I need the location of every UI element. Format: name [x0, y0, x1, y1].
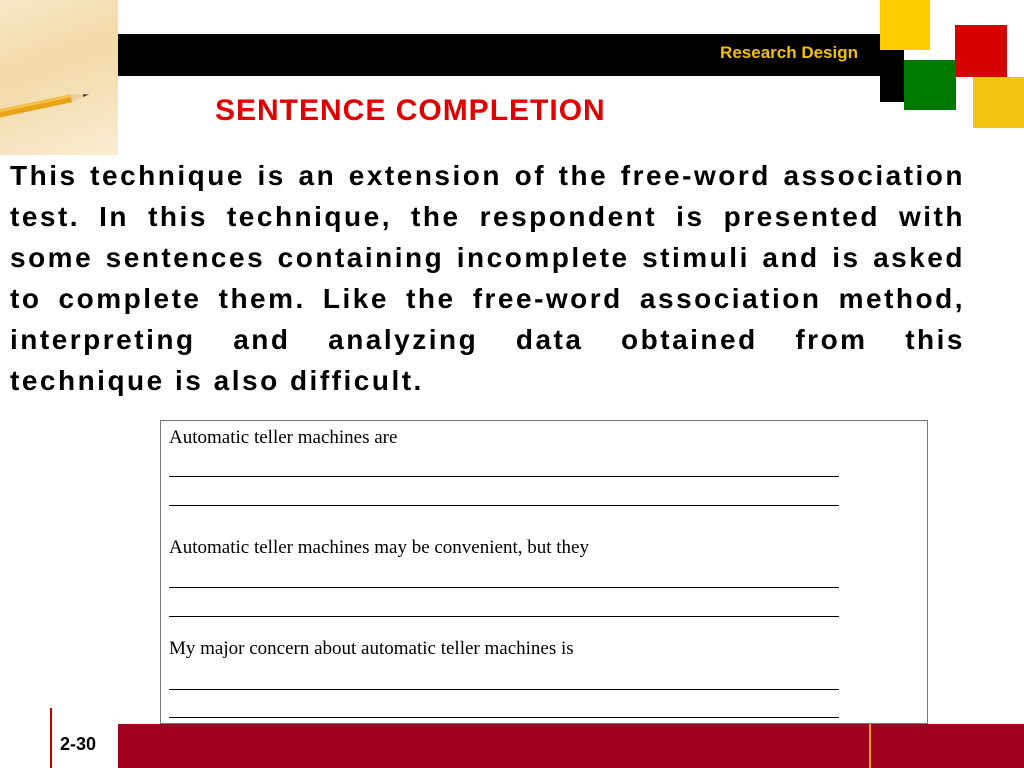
pencil-icon	[0, 86, 95, 122]
footer-left-rule	[50, 708, 52, 768]
sentence-completion-example-box	[160, 420, 928, 724]
example-prompt-1: Automatic teller machines are	[169, 427, 398, 448]
yellow-square-bottom	[973, 77, 1024, 128]
slide-title: SENTENCE COMPLETION	[215, 94, 606, 127]
section-label: Research Design	[720, 43, 858, 62]
footer-bar	[118, 724, 1024, 768]
example-prompt-2: Automatic teller machines may be convenient, but they	[169, 537, 589, 558]
footer-divider	[869, 724, 871, 768]
answer-line	[169, 689, 839, 690]
answer-line	[169, 476, 839, 477]
slide-number: 2-30	[60, 734, 97, 754]
answer-line	[169, 717, 839, 718]
green-square	[904, 60, 956, 110]
slide-body-text: This technique is an extension of the free-word association test. In this technique, the respondent is presented with some sentences containing incomplete stimuli and is asked to complete them. Like the free-word association method, interpreting and analyzing data obtained from this technique is also difficult.	[10, 160, 965, 396]
example-prompt-3: My major concern about automatic teller machines is	[169, 638, 574, 659]
answer-line	[169, 616, 839, 617]
yellow-square-top	[880, 0, 930, 50]
answer-line	[169, 587, 839, 588]
answer-line	[169, 505, 839, 506]
pencil-corner-image	[0, 0, 118, 155]
header-bar	[118, 34, 880, 76]
red-square	[955, 25, 1007, 77]
